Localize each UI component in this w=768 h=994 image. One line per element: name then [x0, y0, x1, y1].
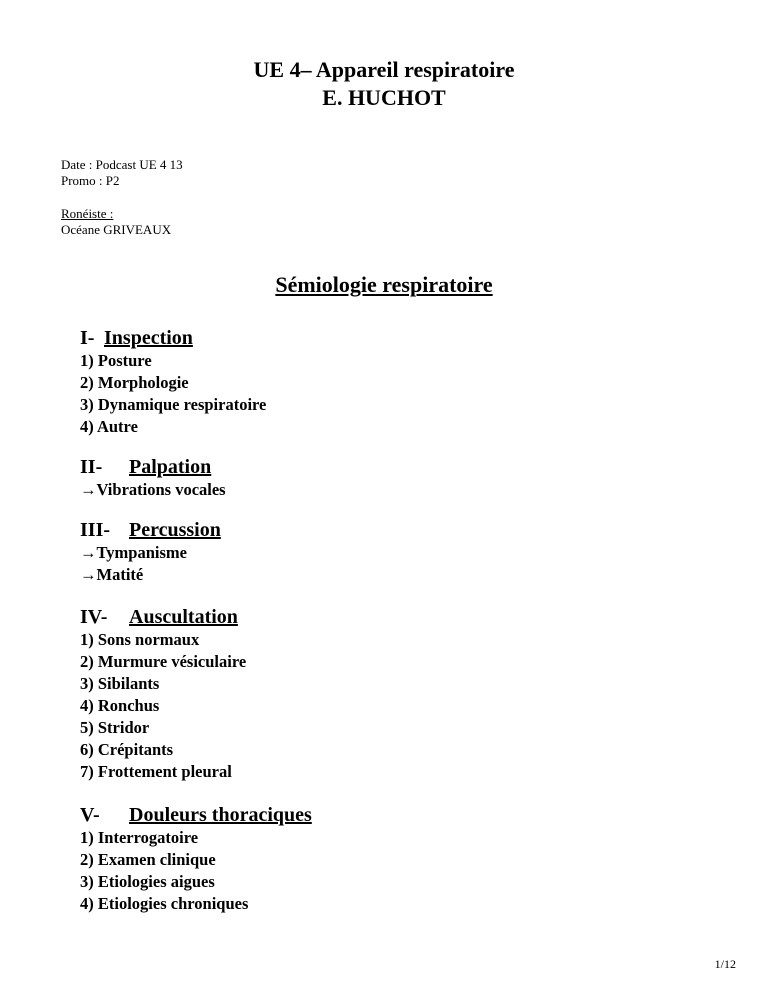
list-item: 2) Morphologie — [80, 373, 189, 392]
list-item: 3) Sibilants — [80, 674, 160, 693]
list-item: 6) Crépitants — [80, 740, 174, 759]
section-number: II- — [80, 456, 103, 478]
section-heading — [80, 803, 312, 827]
roneiste-label: Ronéiste : — [61, 206, 114, 221]
section-label: Auscultation — [129, 606, 238, 628]
section-heading — [80, 455, 226, 479]
section-items — [80, 629, 246, 783]
section-douleurs-thoraciques — [80, 803, 312, 915]
list-item: 2) Murmure vésiculaire — [80, 652, 247, 671]
section-heading — [80, 518, 221, 542]
section-number: V- — [80, 804, 100, 826]
list-item: 4) Autre — [80, 417, 138, 436]
list-item: 4) Etiologies chroniques — [80, 894, 249, 913]
roneiste-block — [61, 206, 171, 238]
section-percussion — [80, 518, 221, 586]
document-header — [0, 56, 768, 112]
course-meta — [61, 157, 183, 189]
section-number: I- — [80, 327, 95, 349]
section-number: IV- — [80, 606, 108, 628]
list-item: 1) Sons normaux — [80, 630, 200, 649]
course-title: UE 4– Appareil respiratoire — [253, 57, 515, 82]
list-item: 5) Stridor — [80, 718, 150, 737]
section-heading — [80, 605, 246, 629]
section-label: Palpation — [129, 456, 212, 478]
section-items — [80, 479, 226, 501]
list-item: →Matité — [80, 565, 144, 584]
section-inspection — [80, 326, 266, 438]
section-label: Douleurs thoraciques — [129, 804, 312, 826]
page-title: Sémiologie respiratoire — [275, 272, 493, 297]
list-item: 3) Etiologies aigues — [80, 872, 215, 891]
list-item: 3) Dynamique respiratoire — [80, 395, 267, 414]
professor-name: E. HUCHOT — [322, 85, 446, 110]
list-item: 4) Ronchus — [80, 696, 160, 715]
section-palpation — [80, 455, 226, 501]
page-number: 1/12 — [714, 957, 736, 971]
list-item: 1) Posture — [80, 351, 152, 370]
roneiste-name: Océane GRIVEAUX — [61, 222, 172, 237]
list-item: →Vibrations vocales — [80, 480, 226, 499]
list-item: 2) Examen clinique — [80, 850, 216, 869]
section-label: Inspection — [104, 327, 193, 349]
section-auscultation — [80, 605, 246, 783]
list-item: →Tympanisme — [80, 543, 187, 562]
promo-line: Promo : P2 — [61, 173, 120, 188]
list-item: 1) Interrogatoire — [80, 828, 199, 847]
section-items — [80, 542, 221, 586]
date-line: Date : Podcast UE 4 13 — [61, 157, 183, 172]
section-items — [80, 350, 266, 438]
section-heading — [80, 326, 266, 350]
section-items — [80, 827, 312, 915]
section-number: III- — [80, 519, 111, 541]
section-label: Percussion — [129, 519, 221, 541]
list-item: 7) Frottement pleural — [80, 762, 232, 781]
